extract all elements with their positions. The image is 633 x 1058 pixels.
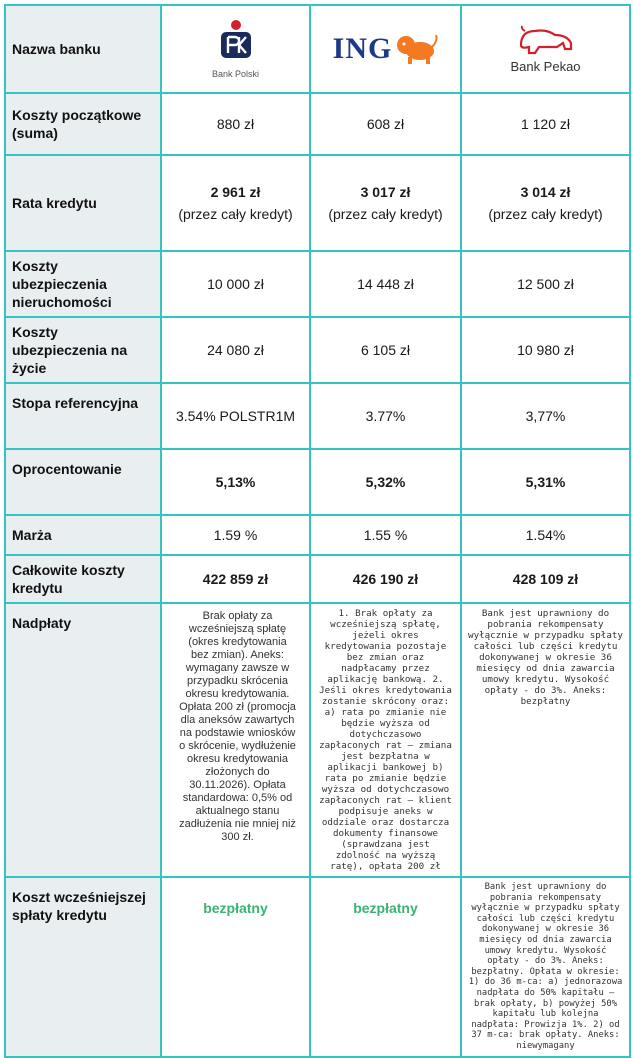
label-koszty-poczatkowe: Koszty początkowe (suma) bbox=[5, 93, 161, 155]
comparison-table bbox=[4, 4, 631, 1058]
value-rata-pko: 2 961 zł bbox=[210, 184, 261, 200]
value-nadplaty-pekao: Bank jest uprawniony do pobrania rekompensaty wyłącznie w przypadku spłaty całości lub części kredytu dokonywanej w okresie 36 miesięcy od dnia zawarcia umowy kredytu. Wysokość opłaty - do 3%. Aneks: bezpłatny bbox=[468, 608, 623, 707]
cell-ing bbox=[310, 5, 461, 93]
row-rata bbox=[5, 155, 630, 251]
value-rata-pekao: 3 014 zł bbox=[520, 184, 571, 200]
value-ubezp-nier-pko: 10 000 zł bbox=[161, 251, 310, 317]
value-koszt-ing: bezpłatny bbox=[353, 900, 418, 916]
value-nadplaty-ing: 1. Brak opłaty za wcześniejszą spłatę, jeżeli okres kredytowania pozostaje bez zmian oraz nadpłacamy przez aplikację bankową. 2. Jeśli okres kredytowania zostanie skrócony oraz: a) rata po zmianie nie będzie wyższa od dotychczasowo zapłaconych rat — zmiana jest bezpłatna w aplikacji bankowej b) rata po zmianie będzie wyższa od dotychczasowo zapłaconych rat — klient podpisuje aneks w oddziale oraz dostarcza dokumenty finansowe (sprawdzana jest zdolność na wyższą ratę), opłata 200 zł bbox=[319, 608, 452, 872]
value-oprocentowanie-ing: 5,32% bbox=[310, 449, 461, 515]
value-koszt-pko: bezpłatny bbox=[203, 900, 268, 916]
ing-lion-icon bbox=[392, 33, 438, 65]
value-ubezp-nier-ing: 14 448 zł bbox=[310, 251, 461, 317]
value-marza-pko: 1.59 % bbox=[161, 515, 310, 555]
value-oprocentowanie-pko: 5,13% bbox=[161, 449, 310, 515]
pekao-bison-icon bbox=[517, 25, 575, 57]
label-bank-name: Nazwa banku bbox=[5, 5, 161, 93]
value-calkowite-pekao: 428 109 zł bbox=[461, 555, 630, 603]
cell-pko bbox=[161, 5, 310, 93]
row-ubezp-nier bbox=[5, 251, 630, 317]
row-oprocentowanie bbox=[5, 449, 630, 515]
row-koszty-poczatkowe bbox=[5, 93, 630, 155]
label-rata: Rata kredytu bbox=[5, 155, 161, 251]
value-rata-ing-sub: (przez cały kredyt) bbox=[328, 206, 443, 222]
value-rata-pko-sub: (przez cały kredyt) bbox=[178, 206, 293, 222]
cell-pekao bbox=[461, 5, 630, 93]
label-calkowite: Całkowite koszty kredytu bbox=[5, 555, 161, 603]
label-ubezp-zycie: Koszty ubezpieczenia na życie bbox=[5, 317, 161, 383]
value-calkowite-ing: 426 190 zł bbox=[310, 555, 461, 603]
value-koszty-poczatkowe-pko: 880 zł bbox=[161, 93, 310, 155]
row-bank-names bbox=[5, 5, 630, 93]
row-nadplaty bbox=[5, 603, 630, 877]
value-rata-pekao-sub: (przez cały kredyt) bbox=[488, 206, 603, 222]
value-stopa-pko: 3.54% POLSTR1M bbox=[161, 383, 310, 449]
value-marza-pekao: 1.54% bbox=[461, 515, 630, 555]
value-calkowite-pko: 422 859 zł bbox=[161, 555, 310, 603]
row-calkowite bbox=[5, 555, 630, 603]
label-nadplaty: Nadpłaty bbox=[5, 603, 161, 877]
value-ubezp-zycie-pko: 24 080 zł bbox=[161, 317, 310, 383]
value-koszty-poczatkowe-pekao: 1 120 zł bbox=[461, 93, 630, 155]
row-ubezp-zycie bbox=[5, 317, 630, 383]
value-stopa-ing: 3.77% bbox=[310, 383, 461, 449]
pko-logo-icon bbox=[218, 19, 254, 63]
label-oprocentowanie: Oprocentowanie bbox=[5, 449, 161, 515]
row-koszt-wczesniejszej bbox=[5, 877, 630, 1057]
bank-name-pko: Bank Polski bbox=[211, 69, 260, 79]
label-marza: Marża bbox=[5, 515, 161, 555]
value-ubezp-nier-pekao: 12 500 zł bbox=[461, 251, 630, 317]
value-oprocentowanie-pekao: 5,31% bbox=[461, 449, 630, 515]
bank-name-pekao: Bank Pekao bbox=[510, 58, 581, 74]
row-marza bbox=[5, 515, 630, 555]
value-stopa-pekao: 3,77% bbox=[461, 383, 630, 449]
label-stopa: Stopa referencyjna bbox=[5, 383, 161, 449]
value-koszt-pekao: Bank jest uprawniony do pobrania rekompensaty wyłącznie w przypadku spłaty całości lub części kredytu dokonywanej w okresie 36 miesięcy od dnia zawarcia umowy kredytu. Wysokość opłaty - do 3%. Aneks: bezpłatny. Opłata w okresie: 1) do 36 m-ca: a) jednorazowa nadpłata do 50% kapitału — brak opłaty, b) powyżej 50% kapitału lub kolejna nadpłata: Prowizja 1%. 2) od 37 m-ca: brak opłaty. Aneks: niewymagany bbox=[468, 882, 623, 1051]
row-stopa bbox=[5, 383, 630, 449]
label-koszt-wczesniejszej: Koszt wcześniejszej spłaty kredytu bbox=[5, 877, 161, 1057]
label-ubezp-nier: Koszty ubezpieczenia nieruchomości bbox=[5, 251, 161, 317]
bank-name-ing: ING bbox=[332, 32, 393, 65]
value-ubezp-zycie-pekao: 10 980 zł bbox=[461, 317, 630, 383]
value-koszty-poczatkowe-ing: 608 zł bbox=[310, 93, 461, 155]
value-rata-ing: 3 017 zł bbox=[360, 184, 411, 200]
value-marza-ing: 1.55 % bbox=[310, 515, 461, 555]
value-ubezp-zycie-ing: 6 105 zł bbox=[310, 317, 461, 383]
value-nadplaty-pko: Brak opłaty za wcześniejszą spłatę (okres kredytowania bez zmian). Aneks: wymagany zawsze w przypadku skrócenia okresu kredytowania. Opłata 200 zł (promocja dla aneksów zawartych na podstawie wniosków o skrócenie, wydłużenie okresu kredytowania złożonych do 30.11.2026). Opłata standardowa: 0,5% od aktualnego stanu zadłużenia nie mniej niż 300 zł. bbox=[179, 610, 296, 843]
